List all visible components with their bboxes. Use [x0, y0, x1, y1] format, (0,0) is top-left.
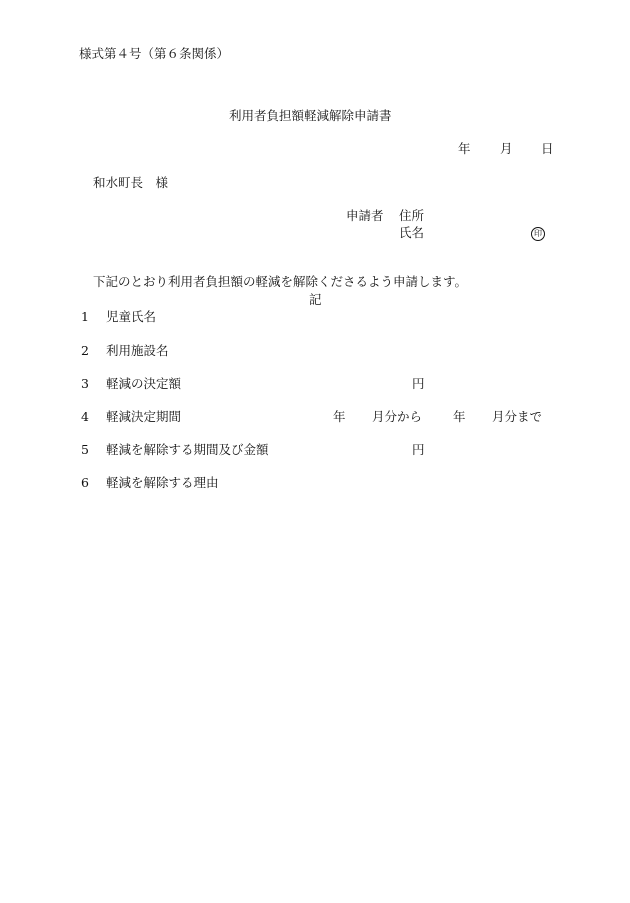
item-label-cancellation-reason: 軽減を解除する理由 — [106, 475, 219, 490]
item-label-reduction-period: 軽減決定期間 — [106, 409, 182, 424]
item-number: 6 — [81, 475, 89, 490]
name-label: 氏名 — [399, 225, 425, 240]
date-day-label: 日 — [541, 141, 554, 156]
item-label-child-name: 児童氏名 — [106, 309, 157, 324]
period-start-year: 年 — [333, 409, 346, 424]
yen-unit: 円 — [412, 442, 425, 457]
intro-text: 下記のとおり利用者負担額の軽減を解除くださるよう申請します。 — [93, 274, 468, 289]
applicant-label: 申請者 — [346, 208, 384, 223]
item-number: 5 — [81, 442, 89, 457]
document-title: 利用者負担額軽減解除申請書 — [229, 108, 392, 123]
period-start-month: 月分から — [372, 409, 423, 424]
period-end-year: 年 — [453, 409, 466, 424]
item-label-cancellation-period-amount: 軽減を解除する期間及び金額 — [106, 442, 269, 457]
item-number: 1 — [81, 309, 89, 324]
address-label: 住所 — [399, 208, 425, 223]
item-number: 2 — [81, 343, 89, 358]
form-number: 様式第４号（第６条関係） — [79, 46, 230, 61]
date-month-label: 月 — [500, 141, 513, 156]
item-label-facility-name: 利用施設名 — [106, 343, 169, 358]
item-number: 4 — [81, 409, 89, 424]
yen-unit: 円 — [412, 376, 425, 391]
period-end-month: 月分まで — [492, 409, 543, 424]
item-number: 3 — [81, 376, 89, 391]
seal-mark: 印 — [531, 227, 545, 241]
recipient: 和水町長 様 — [93, 175, 169, 190]
ki-heading: 記 — [309, 292, 322, 307]
date-year-label: 年 — [458, 141, 471, 156]
item-label-reduction-amount: 軽減の決定額 — [106, 376, 182, 391]
